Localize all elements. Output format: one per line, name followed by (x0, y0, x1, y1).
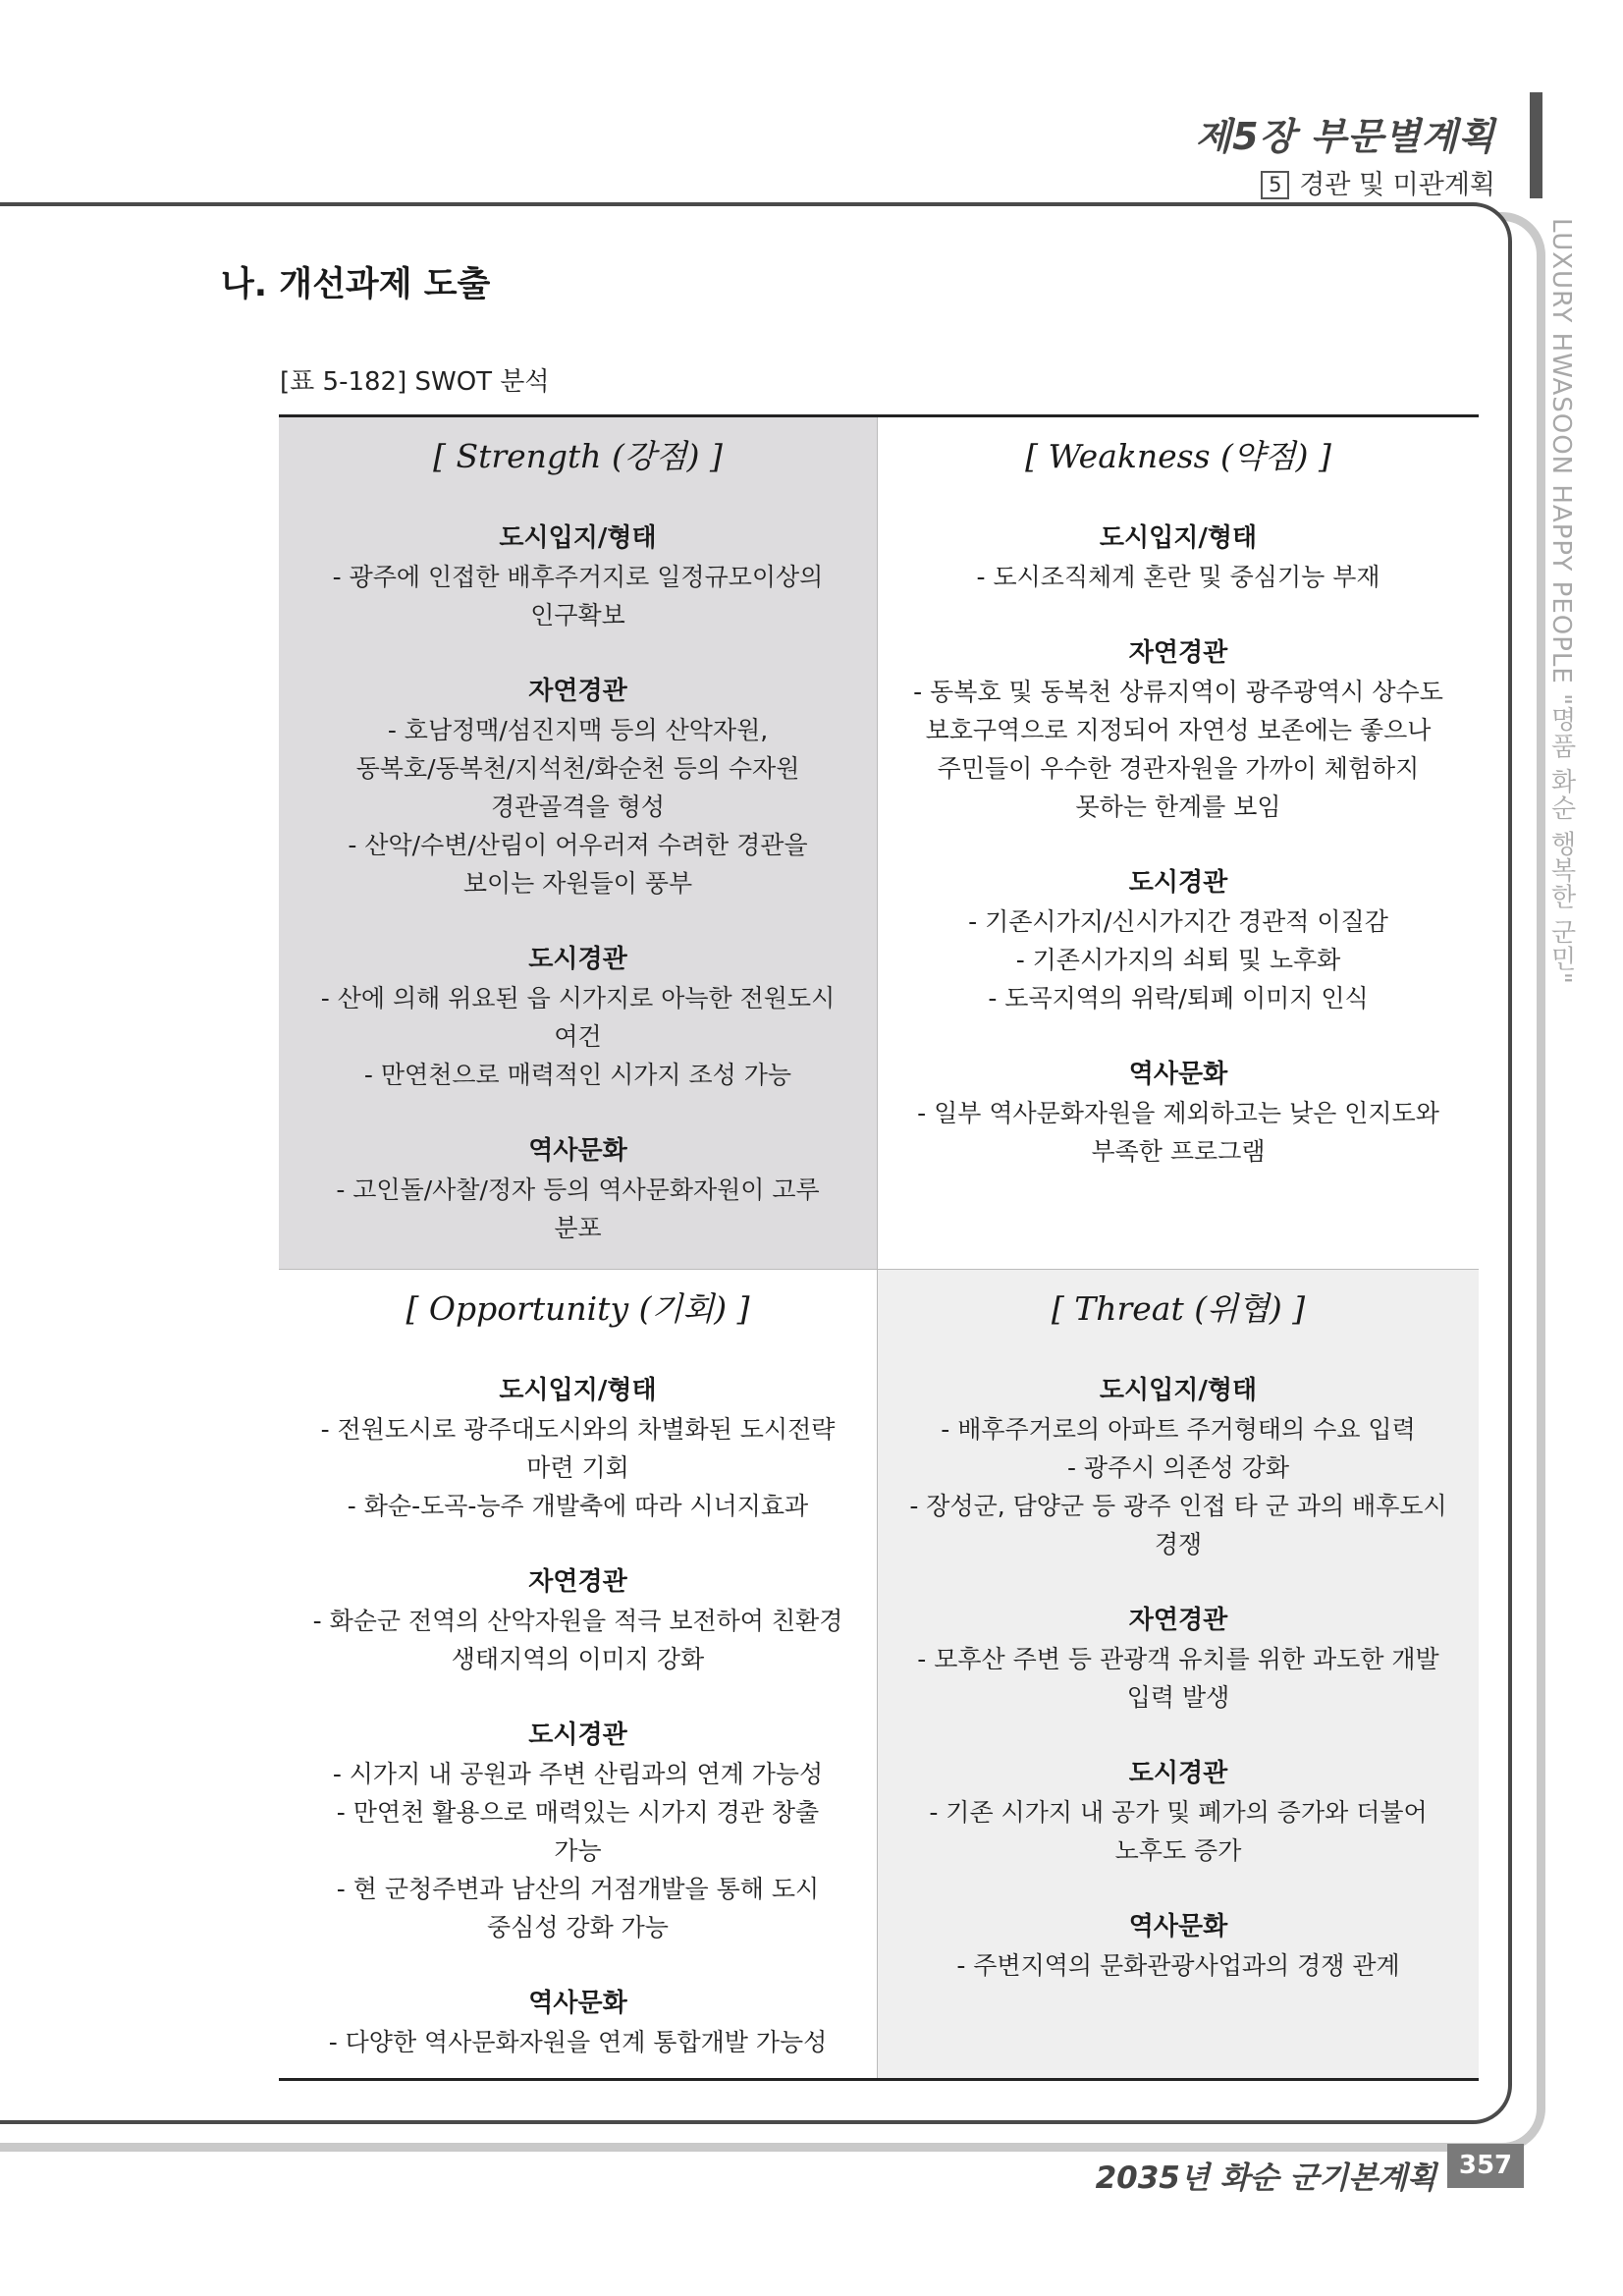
group-title: 도시입지/형태 (499, 523, 657, 553)
swot-table (279, 414, 1479, 2081)
opportunity-group (279, 1563, 877, 1678)
list-item: - 기존시가지/신시가지간 경관적 이질감 (968, 907, 1388, 936)
weakness-group (878, 864, 1479, 1017)
weakness-group (878, 519, 1479, 596)
list-item: - 전원도시로 광주대도시와의 차별화된 도시전략 마련 기회 (320, 1415, 836, 1482)
group-title: 도시입지/형태 (1099, 1376, 1258, 1405)
page-number: 357 (1447, 2144, 1524, 2188)
group-title: 자연경관 (528, 677, 627, 706)
strength-cell (279, 417, 878, 1269)
list-item: - 도곡지역의 위락/퇴폐 이미지 인식 (988, 984, 1369, 1012)
threat-cell (878, 1269, 1479, 2078)
threat-group (878, 1908, 1479, 1985)
list-item: - 장성군, 담양군 등 광주 인접 타 군 과의 배후도시 경쟁 (909, 1492, 1447, 1558)
opportunity-title: [ Opportunity (기회) ] (406, 1289, 750, 1328)
section-title (1261, 163, 1495, 201)
opportunity-group (279, 1985, 877, 2061)
list-item: - 일부 역사문화자원을 제외하고는 낮은 인지도와 부족한 프로그램 (917, 1099, 1439, 1166)
list-item: - 고인돌/사찰/정자 등의 역사문화자원이 고루 분포 (336, 1175, 820, 1242)
threat-title: [ Threat (위협) ] (1051, 1289, 1306, 1328)
list-item: - 주변지역의 문화관광사업과의 경쟁 관계 (956, 1951, 1400, 1980)
side-slogan: LUXURY HWASOON HAPPY PEOPLE "명품 화순 행복한 군민" (1546, 218, 1576, 985)
list-item: - 만연천으로 매력적인 시가지 조성 가능 (363, 1061, 792, 1089)
group-title: 역사문화 (528, 1136, 627, 1166)
list-item: - 배후주거로의 아파트 주거형태의 수요 입력 (941, 1415, 1416, 1444)
group-title: 자연경관 (528, 1567, 627, 1597)
opportunity-group (279, 1372, 877, 1525)
weakness-title: [ Weakness (약점) ] (1025, 437, 1331, 475)
list-item: - 현 군청주변과 남산의 거점개발을 통해 도시 중심성 강화 가능 (336, 1875, 820, 1941)
list-item: - 기존시가지의 쇠퇴 및 노후화 (1015, 946, 1341, 974)
list-item: - 화순군 전역의 산악자원을 적극 보전하여 친환경 생태지역의 이미지 강화 (312, 1607, 843, 1673)
list-item: - 산악/수변/산림이 어우러져 수려한 경관을 보이는 자원들이 풍부 (348, 831, 808, 898)
group-title: 도시경관 (1128, 868, 1228, 898)
threat-group (878, 1602, 1479, 1717)
list-item: - 시가지 내 공원과 주변 산림과의 연계 가능성 (332, 1760, 824, 1788)
group-title: 자연경관 (1128, 638, 1228, 668)
list-item: - 동복호 및 동복천 상류지역이 광주광역시 상수도 보호구역으로 지정되어 자연성 보존에는 좋으나 주민들이 우수한 경관자원을 가까이 체험하지 못하는 한계를 보임 (913, 678, 1443, 821)
header-accent-bar (1530, 92, 1542, 198)
group-title: 도시입지/형태 (499, 1376, 657, 1405)
list-item: - 광주에 인접한 배후주거지로 일정규모이상의 인구확보 (332, 563, 824, 629)
opportunity-cell (279, 1269, 878, 2078)
group-title: 도시경관 (528, 945, 627, 974)
strength-title: [ Strength (강점) ] (433, 437, 723, 475)
section-number-box: 5 (1261, 171, 1289, 199)
list-item: - 모후산 주변 등 관광객 유치를 위한 과도한 개발 입력 발생 (917, 1645, 1439, 1712)
chapter-title: 제5장 부문별계획 (1195, 115, 1495, 158)
group-title: 도시경관 (1128, 1759, 1228, 1788)
list-item: - 화순-도곡-능주 개발축에 따라 시너지효과 (347, 1492, 809, 1520)
strength-group (279, 673, 877, 902)
group-title: 도시경관 (528, 1721, 627, 1750)
threat-group (878, 1372, 1479, 1563)
strength-group (279, 1132, 877, 1247)
subheading: 나. 개선과제 도출 (221, 265, 491, 304)
group-title: 자연경관 (1128, 1606, 1228, 1635)
list-item: - 산에 의해 위요된 읍 시가지로 아늑한 전원도시 여건 (320, 984, 836, 1051)
table-caption: [표 5-182] SWOT 분석 (280, 367, 550, 397)
section-label: 경관 및 미관계획 (1299, 170, 1495, 200)
list-item: - 광주시 의존성 강화 (1066, 1453, 1290, 1482)
list-item: - 기존 시가지 내 공가 및 폐가의 증가와 더불어 노후도 증가 (929, 1798, 1428, 1865)
group-title: 역사문화 (1128, 1060, 1228, 1089)
weakness-cell (878, 417, 1479, 1269)
weakness-group (878, 634, 1479, 826)
group-title: 역사문화 (528, 1989, 627, 2018)
list-item: - 만연천 활용으로 매력있는 시가지 경관 창출 가능 (336, 1798, 820, 1865)
footer-title: 2035년 화순 군기본계획 (1095, 2160, 1436, 2196)
opportunity-group (279, 1717, 877, 1946)
weakness-group (878, 1056, 1479, 1171)
group-title: 도시입지/형태 (1099, 523, 1258, 553)
list-item: - 다양한 역사문화자원을 연계 통합개발 가능성 (328, 2028, 828, 2056)
strength-group (279, 941, 877, 1094)
threat-group (878, 1755, 1479, 1870)
strength-group (279, 519, 877, 634)
list-item: - 호남정맥/섬진지맥 등의 산악자원, 동복호/동복천/지석천/화순천 등의 수자원 경관골격을 형성 (355, 716, 800, 821)
list-item: - 도시조직체계 혼란 및 중심기능 부재 (976, 563, 1380, 591)
group-title: 역사문화 (1128, 1912, 1228, 1941)
